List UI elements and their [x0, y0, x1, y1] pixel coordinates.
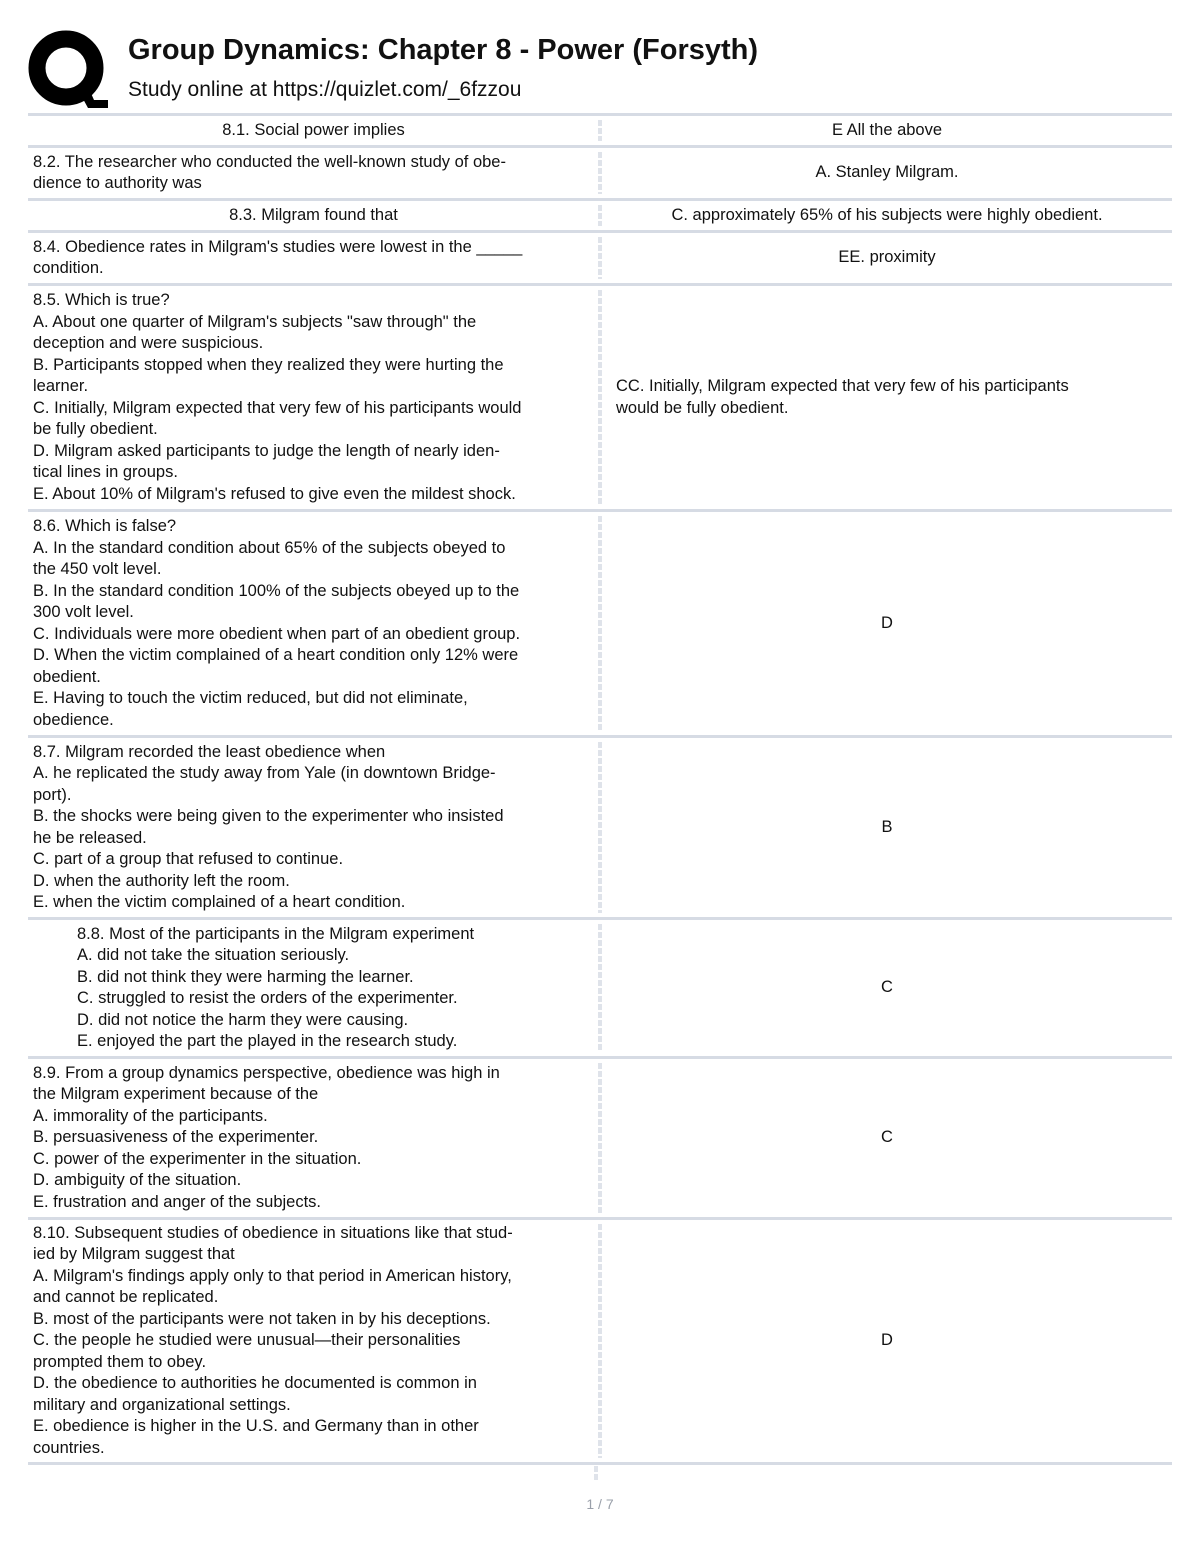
card-definition: D — [881, 613, 893, 632]
study-url[interactable]: Study online at https://quizlet.com/_6fzzou — [128, 78, 522, 101]
card-row — [28, 113, 1172, 145]
card-row — [28, 735, 1172, 917]
card-row — [28, 509, 1172, 735]
card-row — [28, 198, 1172, 230]
flashcard-list — [28, 113, 1172, 1465]
page-title: Group Dynamics: Chapter 8 - Power (Forsyth) — [128, 34, 759, 66]
card-term: 8.9. From a group dynamics perspective, obedience was high in the Milgram experiment because of the A. immorality of the participants. B. persuasiveness of the experimenter. C. power of the experimenter in the situation. D. ambiguity of the situation. E. frustration and anger of the subjects. — [33, 1063, 500, 1211]
card-row — [28, 1217, 1172, 1465]
card-definition: C — [881, 978, 893, 997]
card-definition: C — [881, 1128, 893, 1147]
card-term: 8.7. Milgram recorded the least obedience when A. he replicated the study away from Yale (in downtown Bridge- port). B. the shocks were being given to the experimenter who insisted he be released. C. part of a group that refused to continue. D. when the authority left the room. E. when the victim complained of a heart condition. — [33, 742, 504, 911]
card-definition: EE. proximity — [838, 248, 936, 267]
card-term: 8.3. Milgram found that — [229, 205, 398, 224]
page-number: 1 / 7 — [586, 1496, 614, 1512]
card-term: 8.1. Social power implies — [222, 120, 405, 139]
card-definition: B — [881, 817, 893, 836]
card-term: 8.6. Which is false? A. In the standard condition about 65% of the subjects obeyed to the 450 volt level. B. In the standard condition 100% of the subjects obeyed up to the 300 volt level. C. Individuals were more obedient when part of an obedient group. D. When the victim complained of a heart condition only 12% were obedient. E. Having to touch the victim reduced, but did not eliminate, obedience. — [33, 517, 521, 729]
quizlet-q-logo-icon — [28, 30, 108, 110]
card-term: 8.8. Most of the participants in the Milgram experiment A. did not take the situation seriously. B. did not think they were harming the learner. C. struggled to resist the orders of the experimenter. D. did not notice the harm they were causing. E. enjoyed the part the played in the research study. — [77, 924, 475, 1050]
card-definition: A. Stanley Milgram. — [815, 163, 959, 182]
card-row — [28, 1056, 1172, 1217]
card-definition: CC. Initially, Milgram expected that very few of his participants would be fully obedient. — [616, 377, 1069, 417]
card-row — [28, 145, 1172, 198]
card-term: 8.5. Which is true? A. About one quarter of Milgram's subjects "saw through" the deception and were suspicious. B. Participants stopped when they realized they were hurting the learner. C. Initially, Milgram expected that very few of his participants would be fully obedient. D. Milgram asked participants to judge the length of nearly iden- tical lines in groups. E. About 10% of Milgram's refused to give even the mildest shock. — [33, 291, 522, 503]
card-divider — [594, 1466, 598, 1482]
card-definition: D — [881, 1331, 893, 1350]
card-term: 8.10. Subsequent studies of obedience in situations like that stud- ied by Milgram suggest that A. Milgram's findings apply only to that period in American history, and cannot be replicated. B. most of the participants were not taken in by his deceptions. C. the people he studied were unusual—their personalities prompted them to obey. D. the obedience to authorities he documented is common in military and organizational settings. E. obedience is higher in the U.S. and Germany than in other countries. — [33, 1223, 513, 1457]
page-header — [28, 26, 1178, 114]
card-term: 8.2. The researcher who conducted the well-known study of obe- dience to authority was — [33, 152, 506, 192]
card-definition: C. approximately 65% of his subjects were highly obedient. — [671, 205, 1103, 224]
card-term: 8.4. Obedience rates in Milgram's studies were lowest in the _____ condition. — [33, 237, 523, 277]
card-row — [28, 230, 1172, 283]
card-row — [28, 283, 1172, 509]
card-row — [28, 917, 1172, 1056]
card-definition: E All the above — [831, 120, 943, 139]
